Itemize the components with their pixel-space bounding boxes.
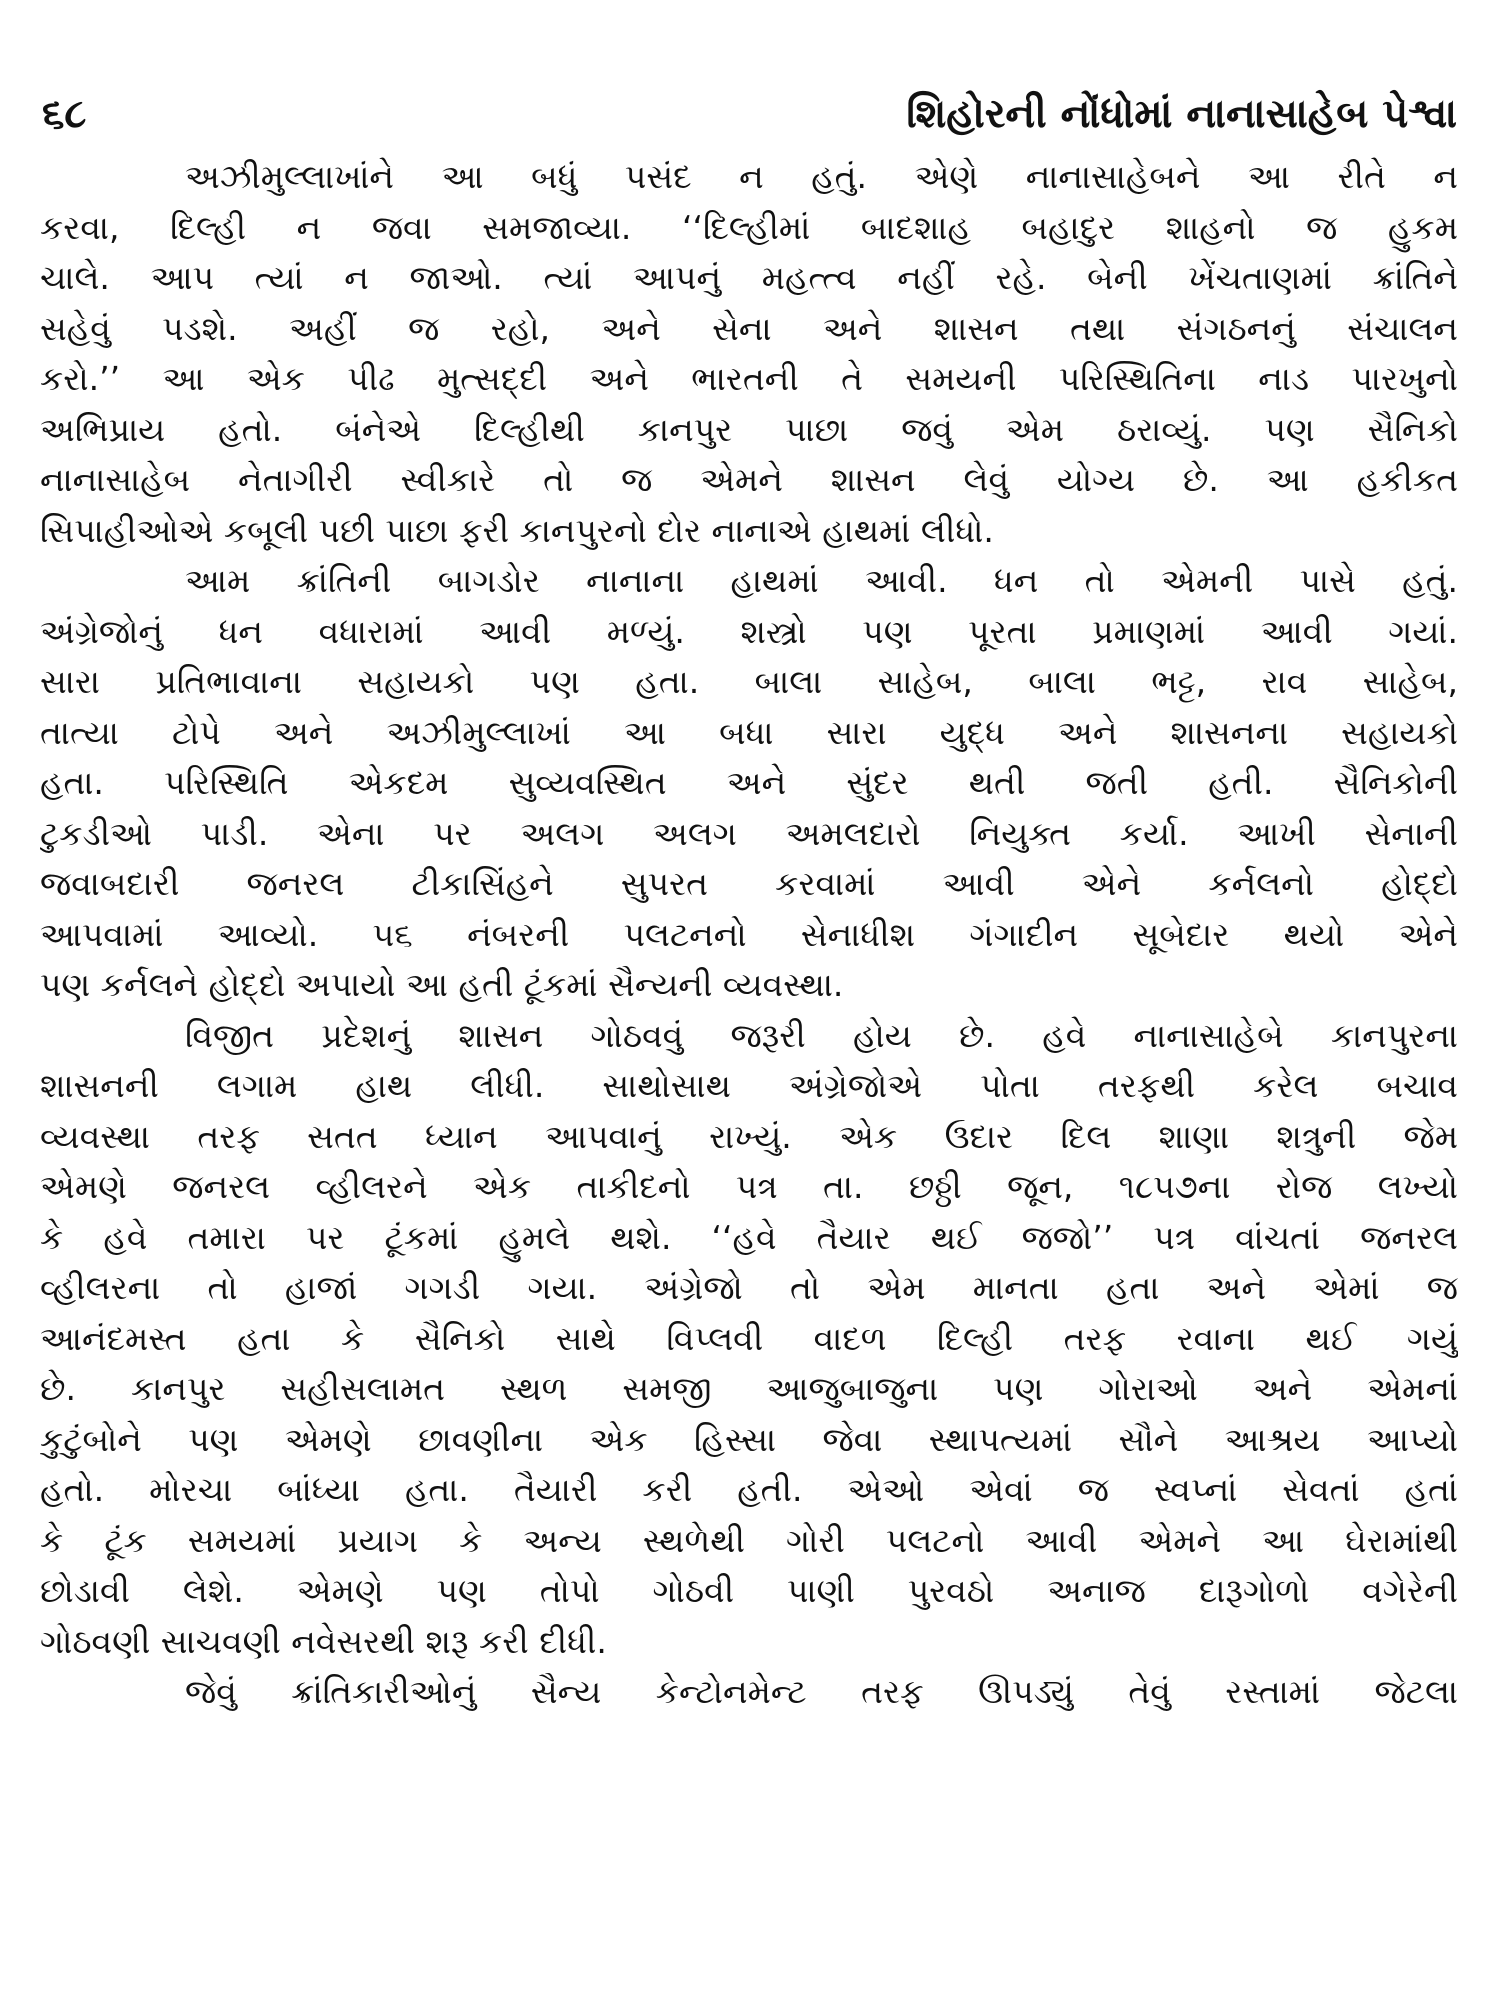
text-line: સહેવું પડશે. અહીં જ રહો, અને સેના અને શાસન તથા સંગઠનનું સંચાલન [40, 308, 1458, 348]
text-line: નાનાસાહેબ નેતાગીરી સ્વીકારે તો જ એમને શાસન લેવું યોગ્ય છે. આ હકીકત [40, 460, 1458, 499]
text-line: વ્હીલરના તો હાજાં ગગડી ગયા. અંગ્રેજો તો એમ માનતા હતા અને એમાં જ [40, 1268, 1458, 1307]
running-title: શિહોરની નોંધોમાં નાનાસાહેબ પેશ્વા [906, 91, 1457, 137]
text-line: કરો.’’ આ એક પીઢ મુત્સદ્દી અને ભારતની તે સમયની પરિસ્થિતિના નાડ પારખુનો [40, 359, 1458, 398]
text-line: કે ટૂંક સમયમાં પ્રયાગ કે અન્ય સ્થળેથી ગોરી પલટનો આવી એમને આ ઘેરામાંથી [40, 1520, 1458, 1560]
text-line: કે હવે તમારા પર ટૂંકમાં હુમલે થશે. ‘‘હવે તૈયાર થઈ જજો’’ પત્ર વાંચતાં જનરલ [40, 1217, 1458, 1257]
text-line: છે. કાનપુર સહીસલામત સ્થળ સમજી આજુબાજુના પણ ગોરાઓ અને એમનાં [40, 1369, 1458, 1408]
text-line: ચાલે. આપ ત્યાં ન જાઓ. ત્યાં આપનું મહત્ત્વ નહીં રહે. બેની ખેંચતાણમાં ક્રાંતિને [40, 258, 1458, 297]
text-line: આમ ક્રાંતિની બાગડોર નાનાના હાથમાં આવી. ધન તો એમની પાસે હતું. [185, 561, 1458, 600]
text-line: તાત્યા ટોપે અને અઝીમુલ્લાખાં આ બધા સારા યુદ્ધ અને શાસનના સહાયકો [40, 712, 1458, 752]
text-line: અઝીમુલ્લાખાંને આ બધું પસંદ ન હતું. એણે નાનાસાહેબને આ રીતે ન [185, 157, 1458, 196]
text-line: એમણે જનરલ વ્હીલરને એક તાકીદનો પત્ર તા. છઠ્ઠી જૂન, ૧૮૫૭ના રોજ લખ્યો [40, 1167, 1458, 1206]
text-line: ગોઠવણી સાચવણી નવેસરથી શરૂ કરી દીધી. [40, 1621, 607, 1661]
text-line: પણ કર્નલને હોદ્દો અપાયો આ હતી ટૂંકમાં સૈન્યની વ્યવસ્થા. [40, 965, 844, 1004]
text-line: જેવું ક્રાંતિકારીઓનું સૈન્ય કેન્ટોનમેન્ટ તરફ ઊપડ્યું તેવું રસ્તામાં જેટલા [185, 1672, 1458, 1711]
text-line: અભિપ્રાય હતો. બંનેએ દિલ્હીથી કાનપુર પાછા જવું એમ ઠરાવ્યું. પણ સૈનિકો [40, 409, 1458, 449]
text-line: સારા પ્રતિભાવાના સહાયકો પણ હતા. બાલા સાહેબ, બાલા ભટ્ટ, રાવ સાહેબ, [40, 662, 1458, 701]
text-line: વિજીત પ્રદેશનું શાસન ગોઠવવું જરૂરી હોય છે. હવે નાનાસાહેબે કાનપુરના [185, 1015, 1458, 1055]
text-line: હતા. પરિસ્થિતિ એકદમ સુવ્યવસ્થિત અને સુંદર થતી જતી હતી. સૈનિકોની [40, 763, 1458, 802]
page-header [42, 78, 1457, 150]
text-line: હતો. મોરચા બાંધ્યા હતા. તૈયારી કરી હતી. એઓ એવાં જ સ્વપ્નાં સેવતાં હતાં [40, 1470, 1458, 1509]
text-line: ટુકડીઓ પાડી. એના પર અલગ અલગ અમલદારો નિયુક્ત કર્યા. આખી સેનાની [40, 813, 1458, 853]
text-line: જવાબદારી જનરલ ટીકાસિંહને સુપરત કરવામાં આવી એને કર્નલનો હોદ્દો [40, 864, 1458, 903]
text-line: શાસનની લગામ હાથ લીધી. સાથોસાથ અંગ્રેજોએ પોતા તરફથી કરેલ બચાવ [40, 1066, 1458, 1105]
text-line: છોડાવી લેશે. એમણે પણ તોપો ગોઠવી પાણી પુરવઠો અનાજ દારૂગોળો વગેરેની [40, 1571, 1458, 1610]
text-line: કુટુંબોને પણ એમણે છાવણીના એક હિસ્સા જેવા સ્થાપત્યમાં સૌને આશ્રય આપ્યો [40, 1419, 1458, 1459]
text-line: અંગ્રેજોનું ધન વધારામાં આવી મળ્યું. શસ્ત્રો પણ પૂરતા પ્રમાણમાં આવી ગયાં. [40, 611, 1458, 651]
text-line: કરવા, દિલ્હી ન જવા સમજાવ્યા. ‘‘દિલ્હીમાં બાદશાહ બહાદુર શાહનો જ હુકમ [40, 207, 1458, 247]
text-line: આપવામાં આવ્યો. ૫૬ નંબરની પલટનનો સેનાધીશ ગંગાદીન સૂબેદાર થયો એને [40, 914, 1458, 954]
text-line: આનંદમસ્ત હતા કે સૈનિકો સાથે વિપ્લવી વાદળ દિલ્હી તરફ રવાના થઈ ગયું [40, 1318, 1458, 1358]
page-number: ૬૮ [42, 91, 87, 137]
text-line: વ્યવસ્થા તરફ સતત ધ્યાન આપવાનું રાખ્યું. એક ઉદાર દિલ શાણા શત્રુની જેમ [40, 1116, 1458, 1156]
text-line: સિપાહીઓએ કબૂલી પછી પાછા ફરી કાનપુરનો દોર નાનાએ હાથમાં લીધો. [40, 510, 994, 550]
body-text [40, 152, 1458, 1718]
